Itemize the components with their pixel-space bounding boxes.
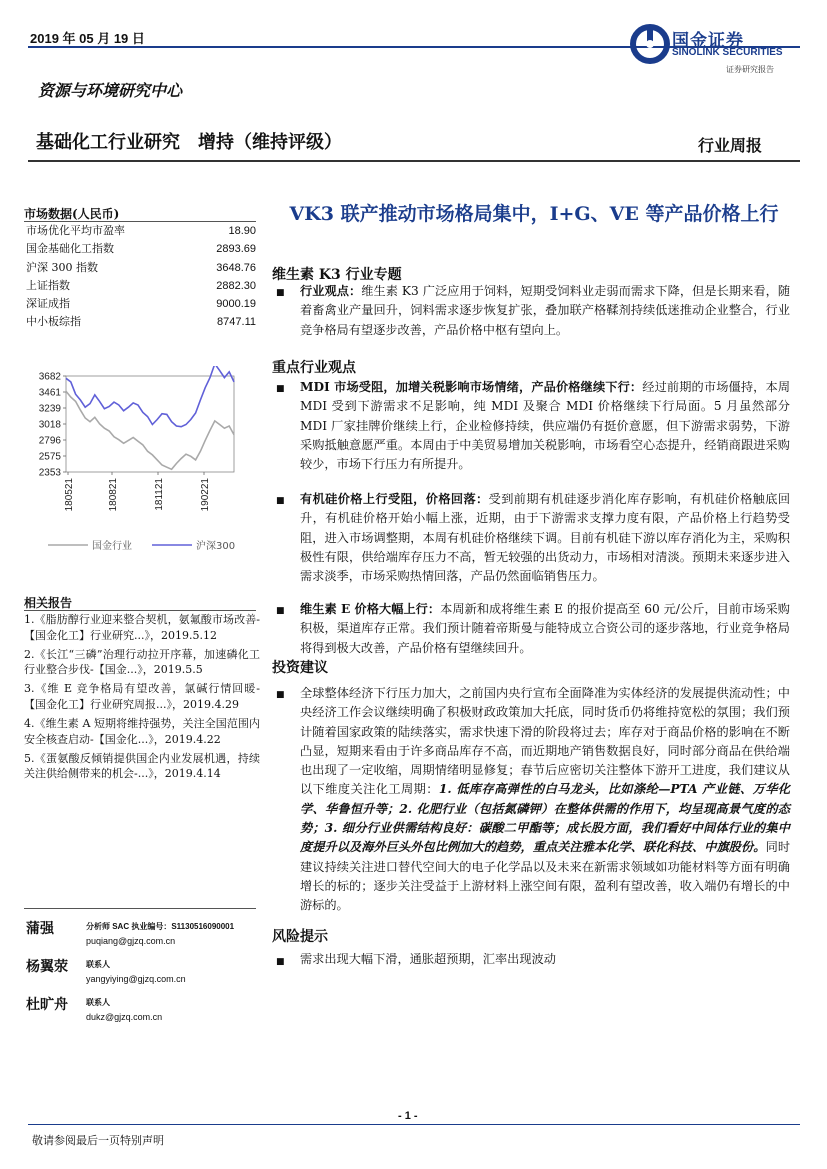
related-reports-title: 相关报告	[24, 596, 73, 610]
investment-text: 全球整体经济下行压力加大，之前国内央行宣布全面降准为实体经济的发展提供流动性；中央经济工作会议继续明确了积极财政政策加大托底，同时货币仍将维持宽松的氛围；我们预计随着国家政策的陆续落实，需求快速下滑的阶段将过去；库存对于商品价格的影响在不断凸显，短期来看由于许多商品库存不高，而近期地产销售数据良好，同时部分商品在供给端也出现了一定收缩，周期情绪明显修复；春节后应密切关注整体下游开工进度，我们建议从以下维度关注化工周期：	[300, 686, 790, 797]
header-bottom-rule	[28, 160, 800, 162]
analyst-name: 杜旷舟	[26, 997, 68, 1013]
y-tick-label: 3682	[38, 371, 61, 383]
related-report-item[interactable]: 4.《维生素 A 短期将维持强势，关注全国范围内安全核查启动-【国金化...》，2019.4.22	[24, 717, 260, 746]
report-title: VK3 联产推动市场格局集中，I+G、VE 等产品价格上行	[289, 203, 779, 225]
vitamin-e-lead: 维生素 E 价格大幅上行：	[300, 602, 441, 616]
analyst-info: 联系人	[86, 960, 110, 969]
section-invest-heading: 投资建议	[272, 660, 328, 676]
y-tick-label: 3018	[38, 419, 61, 431]
mdi-paragraph	[300, 378, 790, 474]
related-report-item[interactable]: 2.《长江“三磷”治理行动拉开序幕，加速磷化工行业整合步伐-【国金...》，2019.5.5	[24, 647, 260, 677]
logo-subtitle: 证券研究报告	[726, 65, 774, 74]
related-report-item[interactable]: 3.《维 E 竞争格局有望改善，氯碱行情回暖-【国金化工】行业研究周报...》，2019.4.29	[24, 682, 260, 711]
section-focus-heading: 重点行业观点	[272, 360, 356, 376]
market-row: 中小板综指 8747.11	[26, 315, 256, 329]
section-k3-heading: 维生素 K3 行业专题	[272, 267, 402, 283]
vitamin-e-text: 本周新和成将维生素 E 的报价提高至 60 元/公斤，目前市场采购积极，渠道库存正常。我们预计随着帝斯曼与能特成立合资公司的逐步落地，行业竞争格局将得到极大改善，产品价格有望继续回升。	[300, 602, 790, 655]
k3-text: 维生素 K3 广泛应用于饲料，短期受饲料业走弱而需求下降，但是长期来看，随着畜禽业产量回升，饲料需求逐步恢复扩张，叠加联产格鞣剂持续低迷推动企业整合，行业竞争格局有望逐步改善，产品价格中枢有望向上。	[300, 284, 791, 337]
analyst-info: 分析师 SAC 执业编号：S1130516090001	[86, 922, 235, 931]
market-row: 上证指数 2882.30	[26, 278, 256, 292]
x-tick-label: 180521	[64, 478, 75, 512]
market-row: 沪深 300 指数 3648.76	[26, 260, 256, 274]
analyst-email[interactable]: puqiang@gjzq.com.cn	[86, 936, 176, 946]
k3-label: 行业观点：	[300, 284, 362, 298]
bullet-icon: ■	[276, 606, 285, 616]
x-tick-label: 190221	[200, 478, 211, 512]
market-row: 国金基础化工指数 2893.69	[26, 242, 256, 256]
bullet-icon: ■	[276, 957, 285, 967]
investment-tail: 同时建议持续关注进口替代空间大的电子化学品以及未来在新需求领域如功能材料等方面有明确增长的标的；逐步关注受益于上游材料上涨空间有限，盈利有望改善，收入端仍有增长的中游标的。	[300, 840, 791, 913]
index-comparison-chart	[20, 366, 260, 566]
analyst-name: 杨翼荥	[26, 959, 68, 975]
section-risk-heading: 风险提示	[272, 929, 328, 945]
page-number: - 1 -	[398, 1110, 418, 1122]
mdi-text: 经过前期的市场僵持，本周 MDI 受到下游需求不足影响，纯 MDI 及聚合 MDI 价格继续下行局面。5 月虽然部分 MDI 厂家挂牌价继续上行，企业检修持续，供应端仍有挺价意愿，但下游需求弱势，下游采购抵触意愿严重。本周由于中美贸易增加关税影响，市场看空心态提升，经销商跟进采购较少，市场下行压力有所提升。	[300, 380, 791, 472]
silicone-text: 受到前期有机硅逐步消化库存影响，有机硅价格触底回升，有机硅价格开始小幅上涨，近期，由于下游需求支撑力度有限，产品价格上行趋势受阻，进入市场调整期，本周有机硅价格继续下调。目前有机硅下游以库存消化为主，采购积极性有限，供给端库存压力不高，暂无较强的出货动力，市场相对清淡。预期未来逐步进入需求淡季，市场采购热情回落，产品仍然面临销售压力。	[300, 492, 791, 584]
y-tick-label: 2353	[38, 467, 61, 479]
y-tick-label: 2575	[38, 451, 61, 463]
y-tick-label: 3461	[38, 387, 61, 399]
research-center: 资源与环境研究中心	[38, 81, 183, 100]
investment-paragraph	[300, 684, 790, 916]
analyst-info: 联系人	[86, 998, 110, 1007]
x-tick-label: 181121	[154, 478, 165, 511]
market-row: 深证成指 9000.19	[26, 297, 256, 311]
silicone-paragraph	[300, 490, 790, 586]
silicone-lead: 有机硅价格上行受阻，价格回落：	[300, 492, 489, 506]
mdi-lead: MDI 市场受阻，加增关税影响市场情绪，产品价格继续下行：	[300, 380, 643, 394]
analyst-name: 蒲强	[26, 921, 54, 937]
y-tick-label: 3239	[38, 403, 61, 415]
report-date: 2019 年 05 月 19 日	[30, 31, 145, 46]
related-report-item[interactable]: 5.《蛋氨酸反倾销提供国企内业发展机遇，持续关注供给侧带来的机会-...》，2019.4.14	[24, 751, 260, 781]
bullet-icon: ■	[276, 384, 285, 394]
bullet-icon: ■	[276, 690, 285, 700]
bullet-icon: ■	[276, 496, 285, 506]
related-reports-rule	[24, 610, 256, 611]
company-logo	[630, 22, 800, 80]
industry-rating: 基础化工行业研究 增持（维持评级）	[36, 132, 342, 153]
related-report-item[interactable]: 1.《脂肪醇行业迎来整合契机，氨氟酸市场改善-【国金化工】行业研究...》，2019.5.12	[24, 613, 260, 642]
analyst-email[interactable]: yangyiying@gjzq.com.cn	[86, 974, 186, 984]
analyst-email[interactable]: dukz@gjzq.com.cn	[86, 1012, 163, 1022]
series-line-hs300	[66, 366, 234, 427]
market-data-title: 市场数据(人民币)	[24, 207, 120, 221]
chart-plot-frame	[66, 376, 234, 472]
x-tick-label: 180821	[108, 478, 119, 512]
k3-paragraph	[300, 282, 790, 340]
related-reports-list	[24, 612, 260, 785]
analyst-rule	[24, 908, 256, 909]
legend-label: 沪深300	[196, 541, 236, 552]
footer-rule	[28, 1124, 800, 1125]
vitamin-e-paragraph	[300, 600, 790, 658]
market-data-table	[26, 222, 256, 332]
report-type: 行业周报	[698, 136, 763, 155]
risk-paragraph: 需求出现大幅下滑，通胀超预期，汇率出现波动	[300, 952, 556, 966]
logo-english: SINOLINK SECURITIES	[672, 47, 783, 58]
investment-highlights: 1. 低库存高弹性的白马龙头，比如涤纶—PTA 产业链、万华化学、华鲁恒升等；2. 化肥行业（包括氮磷钾）在整体供需的作用下，均呈现高景气度的态势；3. 细分行业供需结构良好：碳酸二甲酯等；成长股方面，我们看好中间体行业的集中度提升以及海外巨头外包比例加大的趋势，重点关注雅本化学、联化科技、中旗股份。	[300, 782, 791, 855]
market-row: 市场优化平均市盈率 18.90	[26, 224, 256, 237]
bullet-icon: ■	[276, 288, 285, 298]
legend-label: 国金行业	[92, 541, 132, 552]
footer-disclaimer[interactable]: 敬请参阅最后一页特别声明	[32, 1134, 164, 1147]
y-tick-label: 2796	[38, 435, 61, 447]
sinolink-logo-icon	[630, 22, 670, 66]
logo-name: 国金证券	[672, 31, 744, 50]
